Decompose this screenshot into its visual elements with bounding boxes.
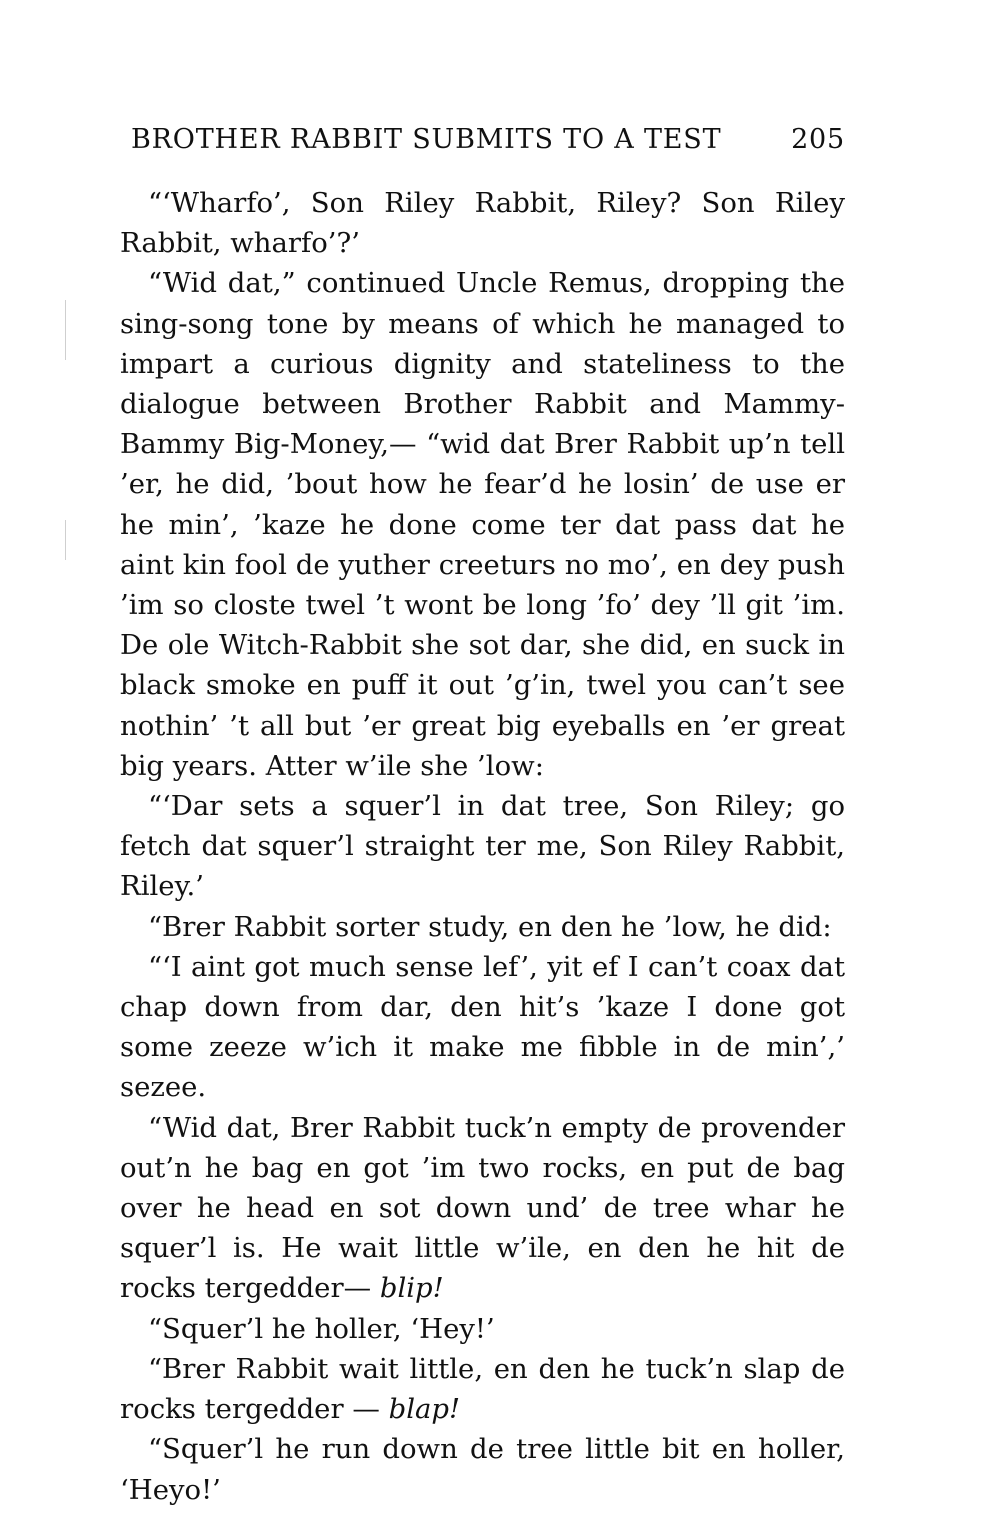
scan-margin-mark (65, 300, 66, 360)
page-number: 205 (791, 124, 845, 155)
scan-margin-mark (65, 520, 66, 560)
paragraph-text: “Wid dat,” continued Uncle Remus, dropping the sing-song tone by means of which he managed to impart a curious dignity and stateliness to the dialogue between Brother Rabbit and Mammy-Bammy Big-Money,— “wid dat Brer Rabbit up’n tell ’er, he did, ’bout how he fear’d he losin’ de use er he min’, ’kaze he done come ter dat pass dat he aint kin fool de yuther creeturs no mo’, en dey push ’im so closte twel ’t wont be long ’fo’ dey ’ll git ’im. De ole Witch-Rabbit she sot dar, she did, en suck in black smoke en puff it out ’g’in, twel you can’t see nothin’ ’t all but ’er great big eyeballs en ’er great big years. Atter w’ile she ’low: (120, 267, 845, 782)
paragraph-text: “‘I aint got much sense lef’, yit ef I can’t coax dat chap down from dar, den hit’s ’kaze I done got some zeeze w’ich it make me fibble in de min’,’ sezee. (120, 950, 845, 1104)
paragraph-text: “Squer’l he run down de tree little bit en holler, ‘Heyo!’ (120, 1433, 845, 1506)
paragraph (120, 1429, 845, 1509)
paragraph (120, 1108, 845, 1309)
italic-text: blip! (379, 1272, 444, 1305)
paragraph-text: “Brer Rabbit wait little, en den he tuck’n slap de rocks tergedder — (120, 1352, 845, 1426)
paragraph (120, 183, 845, 263)
paragraph-text: “Brer Rabbit sorter study, en den he ’low, he did: (148, 910, 832, 943)
paragraph-text: “‘Wharfo’, Son Riley Rabbit, Riley? Son Riley Rabbit, wharfo’?’ (120, 187, 845, 260)
paragraph-text: “‘Dar sets a squer’l in dat tree, Son Riley; go fetch dat squer’l straight ter me, Son Riley Rabbit, Riley.’ (120, 790, 845, 903)
paragraph (120, 907, 845, 947)
paragraph-text: “Squer’l he holler, ‘Hey!’ (148, 1312, 495, 1345)
running-head-title: BROTHER RABBIT SUBMITS TO A TEST (131, 124, 722, 155)
paragraph (120, 263, 845, 786)
italic-text: blap! (388, 1393, 461, 1426)
paragraph-text: “Wid dat, Brer Rabbit tuck’n empty de provender out’n he bag en got ’im two rocks, en put de bag over he head en sot down und’ de tree whar he squer’l is. He wait little w’ile, en den he hit de rocks tergedder— (120, 1111, 845, 1305)
paragraph (120, 947, 845, 1108)
running-head (131, 124, 845, 166)
paragraph (120, 786, 845, 907)
body-text (120, 183, 845, 1510)
paragraph (120, 1309, 845, 1349)
paragraph (120, 1349, 845, 1429)
